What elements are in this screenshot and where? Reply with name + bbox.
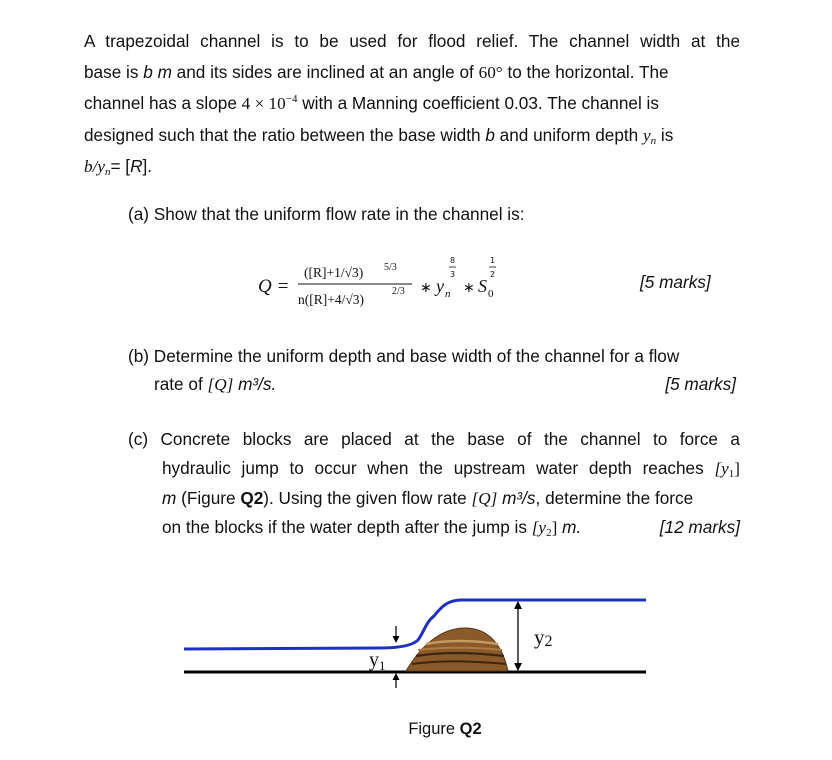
figure-caption <box>0 720 832 739</box>
equation-slope-exp-num: 1 <box>490 256 496 265</box>
upstream-depth-marker <box>369 626 400 688</box>
intro-text: and uniform depth <box>494 124 643 145</box>
intro-text: is <box>656 124 674 145</box>
base-width-symbol: b <box>485 124 495 145</box>
part-b-line-2 <box>128 370 736 399</box>
intro-paragraph <box>84 26 740 182</box>
y2-subscript: 2 <box>544 633 553 650</box>
part-c-line-1: (c) Concrete blocks are placed at the base of the channel to force a <box>128 429 740 449</box>
intro-text: and its sides are inclined at an angle of <box>171 62 479 83</box>
equation-slope-subscript: 0 <box>488 288 494 300</box>
equation-depth-exp-den: 3 <box>450 270 456 279</box>
side-angle: 60° <box>478 63 503 83</box>
equation-numerator: ([R]+1/√3) <box>304 265 364 280</box>
flow-rate-equation <box>250 250 550 322</box>
channel-slope: 4 × 10 <box>241 94 286 114</box>
upstream-depth-close: ] <box>734 458 740 478</box>
downstream-depth-marker <box>514 601 553 671</box>
downstream-depth-symbol: [y <box>531 518 547 538</box>
flow-rate-unit: m³/s. <box>233 374 277 394</box>
y1-arrow-bottom-head <box>393 673 400 680</box>
depth-subscript: n <box>650 134 657 147</box>
flow-rate-symbol: [Q] <box>471 488 498 508</box>
part-c-text: , determine the force <box>535 487 694 508</box>
y2-arrow-head-top <box>514 601 522 609</box>
part-a-prompt: (a) Show that the uniform flow rate in the channel is: <box>128 204 525 224</box>
part-c-marks: [12 marks] <box>659 517 740 538</box>
intro-text: channel has a slope <box>84 93 242 114</box>
intro-line-5 <box>84 151 740 182</box>
part-b-text: rate of <box>154 374 208 394</box>
unit-metre: m <box>162 487 177 508</box>
part-c-text: hydraulic jump to occur when the upstream water depth reaches <box>162 457 715 478</box>
equation-star-2: ∗ <box>463 280 475 296</box>
ratio-close: ]. <box>142 155 153 176</box>
equation-lhs: Q = <box>258 276 290 297</box>
upstream-depth-subscript: 1 <box>728 467 735 480</box>
flow-rate-unit: m³/s <box>497 487 536 508</box>
y2-label <box>534 625 553 650</box>
flow-rate-symbol: [Q] <box>207 375 234 394</box>
ratio-equals: = [ <box>110 155 131 176</box>
equation-numerator-exponent: 5/3 <box>384 262 397 273</box>
figure-reference: Q2 <box>240 487 264 508</box>
intro-line-4 <box>84 120 740 151</box>
part-c-text: (Figure <box>176 487 241 508</box>
equation-depth-subscript: n <box>445 288 451 300</box>
part-c-text: ). Using the given flow rate <box>263 487 472 508</box>
unit-metre: m. <box>557 517 582 538</box>
equation-slope-symbol: S <box>478 276 487 296</box>
upstream-depth-symbol: [y <box>714 458 729 478</box>
part-c-text: on the blocks if the water depth after the jump is <box>162 517 532 538</box>
part-c-line-4-text <box>162 513 581 543</box>
part-c-line-3 <box>128 484 740 514</box>
intro-line-3 <box>84 88 740 119</box>
equation-depth-symbol: y <box>436 276 444 296</box>
part-b-prompt <box>128 342 736 399</box>
equation-star-1: ∗ <box>420 280 432 296</box>
equation-slope-exp-den: 2 <box>490 270 496 279</box>
base-width-symbol: b m <box>143 62 172 83</box>
intro-text: base is <box>84 62 144 83</box>
equation-denominator-exponent: 2/3 <box>392 286 405 297</box>
intro-text: to the horizontal. The <box>502 62 669 83</box>
part-b-marks: [5 marks] <box>665 374 736 394</box>
part-b-flow-rate <box>154 370 276 399</box>
intro-line-1: A trapezoidal channel is to be used for flood relief. The channel width at the <box>84 31 740 51</box>
y1-subscript: 1 <box>379 658 386 673</box>
depth-symbol: y <box>643 125 651 145</box>
y1-symbol: y <box>369 649 379 671</box>
part-b-line-1: (b) Determine the uniform depth and base width of the channel for a flow <box>128 346 680 366</box>
ratio-parameter: R <box>130 155 143 176</box>
y2-arrow-head-bottom <box>514 663 522 671</box>
figure-q2-diagram <box>180 582 650 692</box>
ratio-symbol: b/y <box>84 156 105 176</box>
ratio-subscript: n <box>105 165 111 178</box>
y2-symbol: y <box>534 625 545 649</box>
intro-text: with a Manning coefficient 0.03. The channel is <box>297 93 659 114</box>
water-surface <box>184 600 646 649</box>
intro-line-2 <box>84 57 740 88</box>
part-c-line-2 <box>128 454 740 484</box>
slope-exponent: −4 <box>285 93 298 106</box>
caption-text: Figure <box>408 720 460 738</box>
part-a-marks: [5 marks] <box>640 272 711 292</box>
part-c-line-4 <box>128 513 740 543</box>
part-c-prompt <box>128 425 740 543</box>
y1-arrow-top-head <box>393 636 400 643</box>
equation-depth-exp-num: 8 <box>450 256 456 265</box>
equation-denominator: n([R]+4/√3) <box>298 292 365 307</box>
downstream-depth-subscript: 2 <box>546 527 552 540</box>
downstream-depth-close: ] <box>551 518 558 538</box>
caption-figure-id: Q2 <box>459 720 482 738</box>
intro-text: designed such that the ratio between the base width <box>84 124 486 145</box>
y1-label <box>369 649 386 673</box>
